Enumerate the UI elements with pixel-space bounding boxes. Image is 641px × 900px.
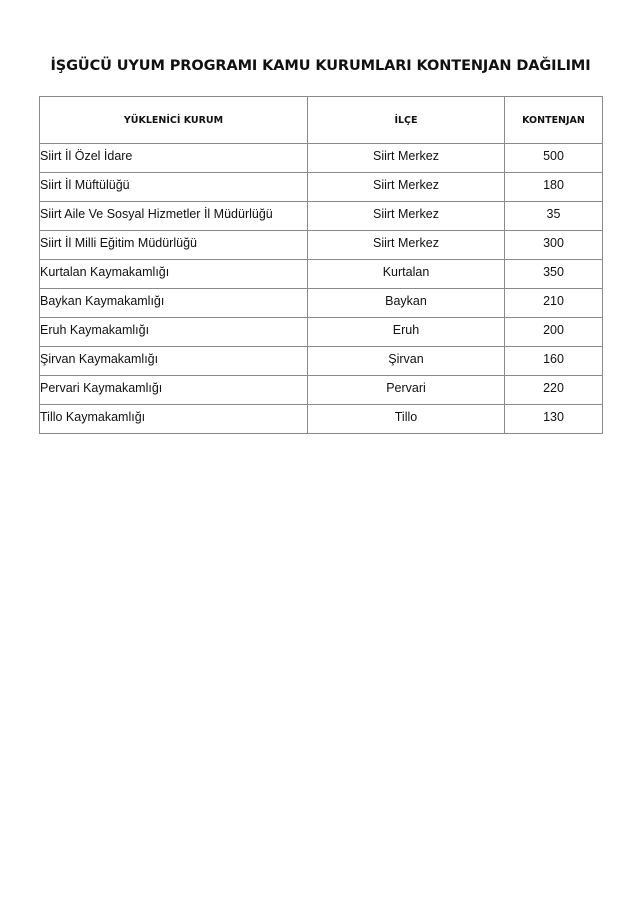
institution-cell: Baykan Kaymakamlığı (40, 289, 308, 318)
district-cell: Baykan (308, 289, 505, 318)
table-row (40, 173, 603, 202)
table-row (40, 260, 603, 289)
district-cell: Siirt Merkez (308, 144, 505, 173)
quota-cell: 200 (505, 318, 603, 347)
column-header-institution: YÜKLENİCİ KURUM (40, 97, 308, 144)
table-row (40, 231, 603, 260)
quota-cell: 180 (505, 173, 603, 202)
institution-cell: Kurtalan Kaymakamlığı (40, 260, 308, 289)
district-cell: Kurtalan (308, 260, 505, 289)
district-cell: Şirvan (308, 347, 505, 376)
quota-cell: 220 (505, 376, 603, 405)
institution-cell: Siirt İl Müftülüğü (40, 173, 308, 202)
quota-cell: 350 (505, 260, 603, 289)
table-row (40, 405, 603, 434)
quota-cell: 210 (505, 289, 603, 318)
district-cell: Tillo (308, 405, 505, 434)
district-cell: Eruh (308, 318, 505, 347)
table-row (40, 318, 603, 347)
column-header-quota: KONTENJAN (505, 97, 603, 144)
district-cell: Siirt Merkez (308, 202, 505, 231)
institution-cell: Siirt İl Özel İdare (40, 144, 308, 173)
page-title: İŞGÜCÜ UYUM PROGRAMI KAMU KURUMLARI KONTENJAN DAĞILIMI (50, 58, 591, 74)
institution-cell: Tillo Kaymakamlığı (40, 405, 308, 434)
quota-cell: 300 (505, 231, 603, 260)
institution-cell: Siirt İl Milli Eğitim Müdürlüğü (40, 231, 308, 260)
institution-cell: Pervari Kaymakamlığı (40, 376, 308, 405)
column-header-district: İLÇE (308, 97, 505, 144)
table-row (40, 289, 603, 318)
institution-cell: Siirt Aile Ve Sosyal Hizmetler İl Müdürlüğü (40, 202, 308, 231)
institution-cell: Şirvan Kaymakamlığı (40, 347, 308, 376)
quota-cell: 130 (505, 405, 603, 434)
quota-cell: 160 (505, 347, 603, 376)
quota-table (39, 96, 603, 434)
quota-cell: 35 (505, 202, 603, 231)
quota-cell: 500 (505, 144, 603, 173)
district-cell: Siirt Merkez (308, 173, 505, 202)
district-cell: Siirt Merkez (308, 231, 505, 260)
table-header-row (40, 97, 603, 144)
table-row (40, 376, 603, 405)
district-cell: Pervari (308, 376, 505, 405)
table-row (40, 144, 603, 173)
table-row (40, 347, 603, 376)
institution-cell: Eruh Kaymakamlığı (40, 318, 308, 347)
table-row (40, 202, 603, 231)
